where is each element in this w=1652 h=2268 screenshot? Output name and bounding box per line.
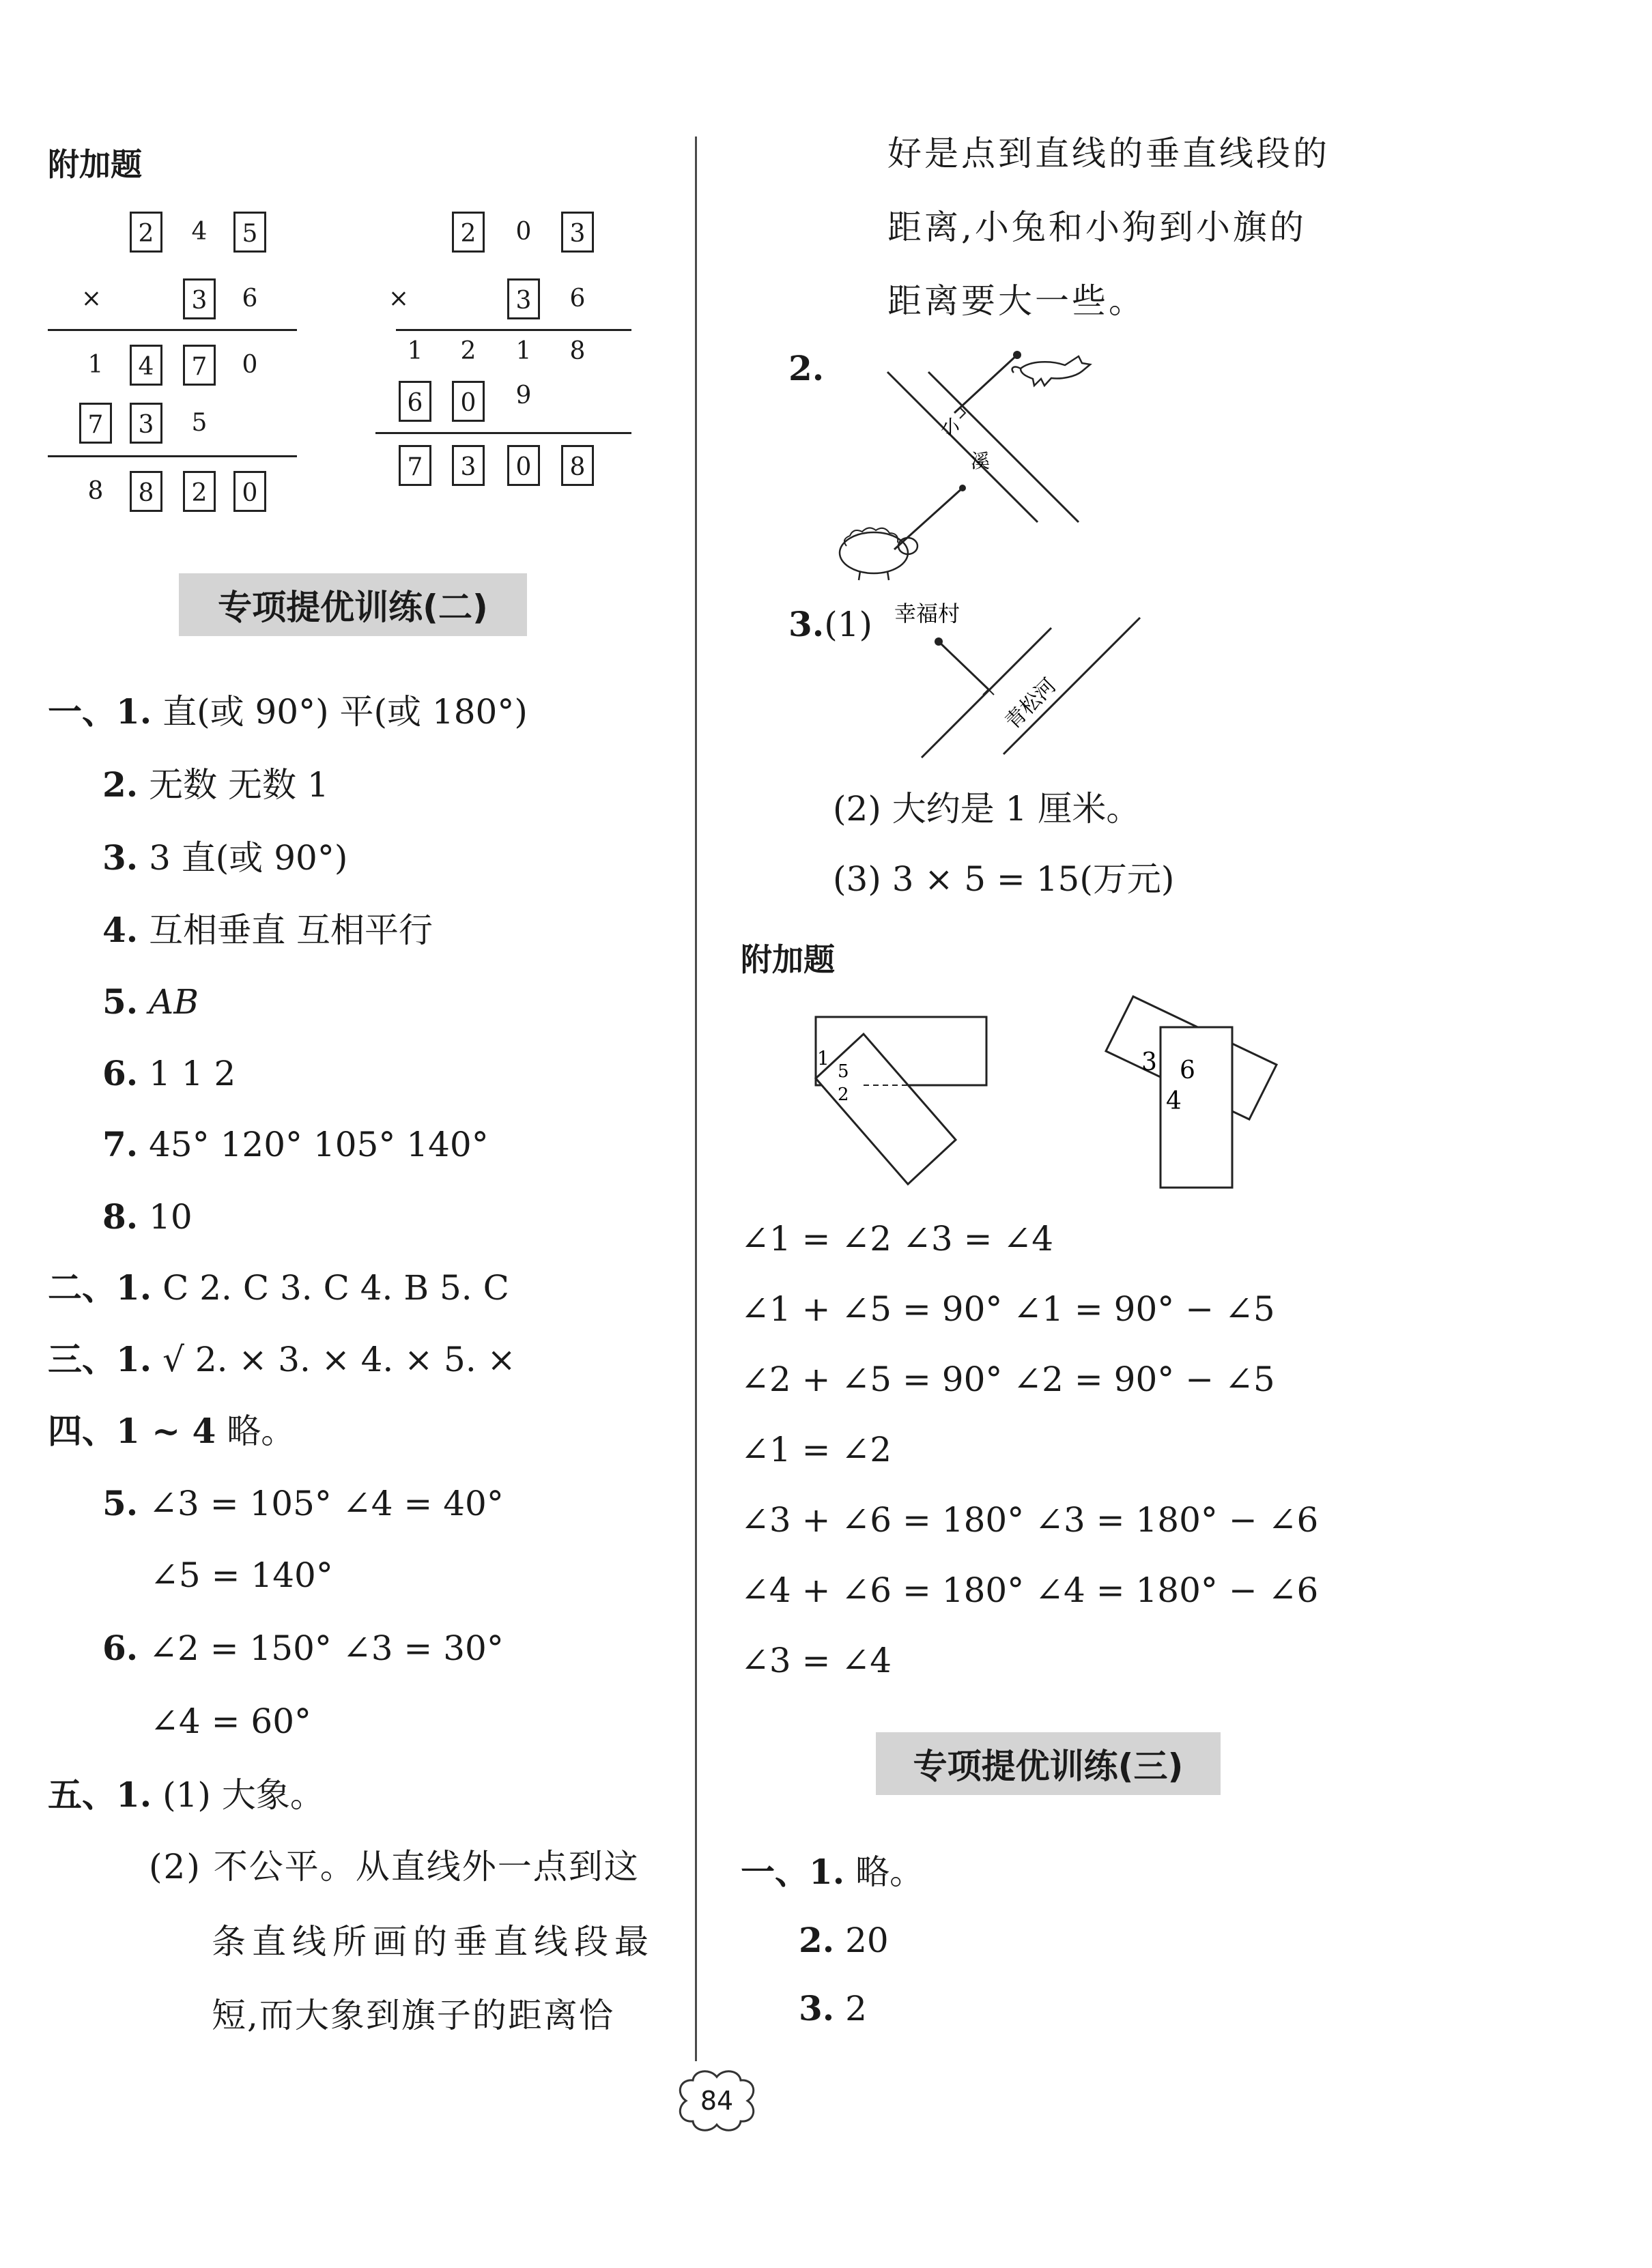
- answer-line: 一、1. 直(或 90°) 平(或 180°): [48, 691, 528, 732]
- digit: 2: [460, 337, 476, 365]
- river-bank: [1000, 618, 1140, 754]
- digit: 5: [191, 409, 208, 437]
- digit: 1: [87, 351, 104, 379]
- extra-title-left: 附加题: [48, 146, 142, 183]
- angle-label: 3: [1141, 1048, 1157, 1076]
- digit-box: 3: [183, 278, 216, 319]
- rule: [375, 432, 631, 434]
- equation-line: ∠4 + ∠6 = 180° ∠4 = 180° − ∠6: [741, 1570, 1319, 1610]
- continued-line: 好是点到直线的垂直线段的: [887, 134, 1330, 173]
- point-dot: [959, 485, 966, 491]
- angle-label: 4: [1166, 1087, 1182, 1115]
- digit: 0: [515, 218, 532, 246]
- answer-line: 4. 互相垂直 互相平行: [102, 910, 433, 950]
- digit: 0: [242, 351, 258, 379]
- perpendicular-line: [939, 642, 988, 689]
- digit: 4: [191, 218, 208, 246]
- answer-line: 3. 2: [799, 1988, 867, 2028]
- stream-label: 小: [941, 416, 960, 438]
- answer-line: 6. 1 1 2: [102, 1053, 236, 1093]
- continued-line: 距离要大一些。: [887, 281, 1145, 321]
- answer-line: ∠5 = 140°: [150, 1555, 333, 1595]
- answer-line: 5. AB: [102, 981, 199, 1022]
- multiplication-1: [48, 205, 307, 519]
- continued-line: 距离,小兔和小狗到小旗的: [887, 207, 1307, 247]
- rule: [48, 329, 297, 331]
- q2-number: 2.: [788, 348, 825, 388]
- digit: 1: [407, 337, 423, 365]
- multiplication-2: [375, 205, 635, 505]
- digit-box: 0: [452, 381, 485, 422]
- angle-label: 1: [817, 1047, 829, 1070]
- column-divider: [695, 137, 697, 2061]
- digit: 6: [242, 285, 258, 313]
- answer-line: (2) 不公平。从直线外一点到这: [149, 1847, 640, 1886]
- digit: 8: [569, 337, 586, 365]
- answer-line: 二、1. C 2. C 3. C 4. B 5. C: [48, 1267, 509, 1308]
- perpendicular-line: [954, 355, 1017, 413]
- digit-box: 2: [183, 471, 216, 512]
- rectangles-figure-1: [802, 1003, 1034, 1194]
- digit-box: 7: [79, 403, 112, 444]
- digit: 1: [515, 337, 532, 365]
- equation-line: ∠1 + ∠5 = 90° ∠1 = 90° − ∠5: [741, 1289, 1275, 1329]
- stream-diagram: [819, 341, 1133, 587]
- times-sign: ×: [388, 285, 410, 313]
- equation-line: ∠1 = ∠2: [741, 1430, 892, 1469]
- digit-box: 4: [130, 345, 162, 386]
- angle-label: 2: [838, 1085, 849, 1105]
- answer-line: 2. 无数 无数 1: [102, 764, 329, 805]
- digit-box: 0: [507, 445, 540, 486]
- digit-box: 0: [233, 471, 266, 512]
- section-banner-3: 专项提优训练(三): [876, 1732, 1221, 1795]
- stream-label: 溪: [971, 450, 991, 472]
- digit-box: 7: [399, 445, 431, 486]
- answer-line: 6. ∠2 = 150° ∠3 = 30°: [102, 1628, 504, 1668]
- equation-line: ∠3 = ∠4: [741, 1641, 892, 1680]
- digit: 9: [515, 382, 532, 410]
- digit-box: 2: [130, 212, 162, 253]
- digit-box: 3: [452, 445, 485, 486]
- village-label: 幸福村: [894, 601, 960, 627]
- digit-box: 8: [130, 471, 162, 512]
- digit: 8: [87, 477, 104, 505]
- angle-label: 6: [1180, 1057, 1195, 1085]
- stream-bank-left: [887, 372, 1038, 522]
- perpendicular-line: [894, 488, 963, 549]
- rule: [48, 455, 297, 457]
- angle-label: 5: [838, 1061, 849, 1082]
- digit-box: 8: [561, 445, 594, 486]
- answer-line: 8. 10: [102, 1196, 193, 1237]
- digit-box: 5: [233, 212, 266, 253]
- section-banner-2: 专项提优训练(二): [179, 573, 527, 636]
- digit-box: 3: [561, 212, 594, 253]
- digit-box: 7: [183, 345, 216, 386]
- answer-line: 3. 3 直(或 90°): [102, 837, 348, 878]
- digit-box: 6: [399, 381, 431, 422]
- point-dot: [1013, 351, 1021, 359]
- extra-title-right: 附加题: [741, 941, 835, 978]
- answer-line: 2. 20: [799, 1920, 889, 1960]
- answer-line: 五、1. (1) 大象。: [48, 1775, 324, 1815]
- fox-icon: [1012, 356, 1090, 386]
- equation-line: ∠3 + ∠6 = 180° ∠3 = 180° − ∠6: [741, 1500, 1319, 1540]
- river-diagram: [887, 594, 1174, 771]
- digit-box: 2: [452, 212, 485, 253]
- equation-line: ∠1 = ∠2 ∠3 = ∠4: [741, 1219, 1054, 1259]
- river-label: 青松河: [1000, 674, 1062, 734]
- q3-header: 3.(1): [788, 604, 873, 644]
- answer-line: 一、1. 略。: [741, 1852, 924, 1892]
- equation-line: ∠2 + ∠5 = 90° ∠2 = 90° − ∠5: [741, 1360, 1275, 1399]
- answer-line: 三、1. √ 2. × 3. × 4. × 5. ×: [48, 1339, 516, 1379]
- q3-part3: (3) 3 × 5 = 15(万元): [833, 859, 1175, 899]
- sheep-icon: [840, 528, 917, 580]
- answer-line: 短,而大象到旗子的距离恰: [212, 1996, 614, 2035]
- digit-box: 3: [130, 403, 162, 444]
- page-number: 84: [700, 2086, 734, 2116]
- rectangles-figure-2: [1092, 990, 1297, 1194]
- answer-line: 5. ∠3 = 105° ∠4 = 40°: [102, 1483, 504, 1523]
- answer-line: 四、1 ~ 4 略。: [48, 1411, 296, 1451]
- digit: 6: [569, 285, 586, 313]
- answer-line: 7. 45° 120° 105° 140°: [102, 1124, 489, 1164]
- times-sign: ×: [81, 285, 102, 313]
- answer-line: 条直线所画的垂直线段最: [212, 1922, 655, 1962]
- answer-line: ∠4 = 60°: [150, 1702, 312, 1741]
- q3-part2: (2) 大约是 1 厘米。: [833, 789, 1141, 829]
- digit-box: 3: [507, 278, 540, 319]
